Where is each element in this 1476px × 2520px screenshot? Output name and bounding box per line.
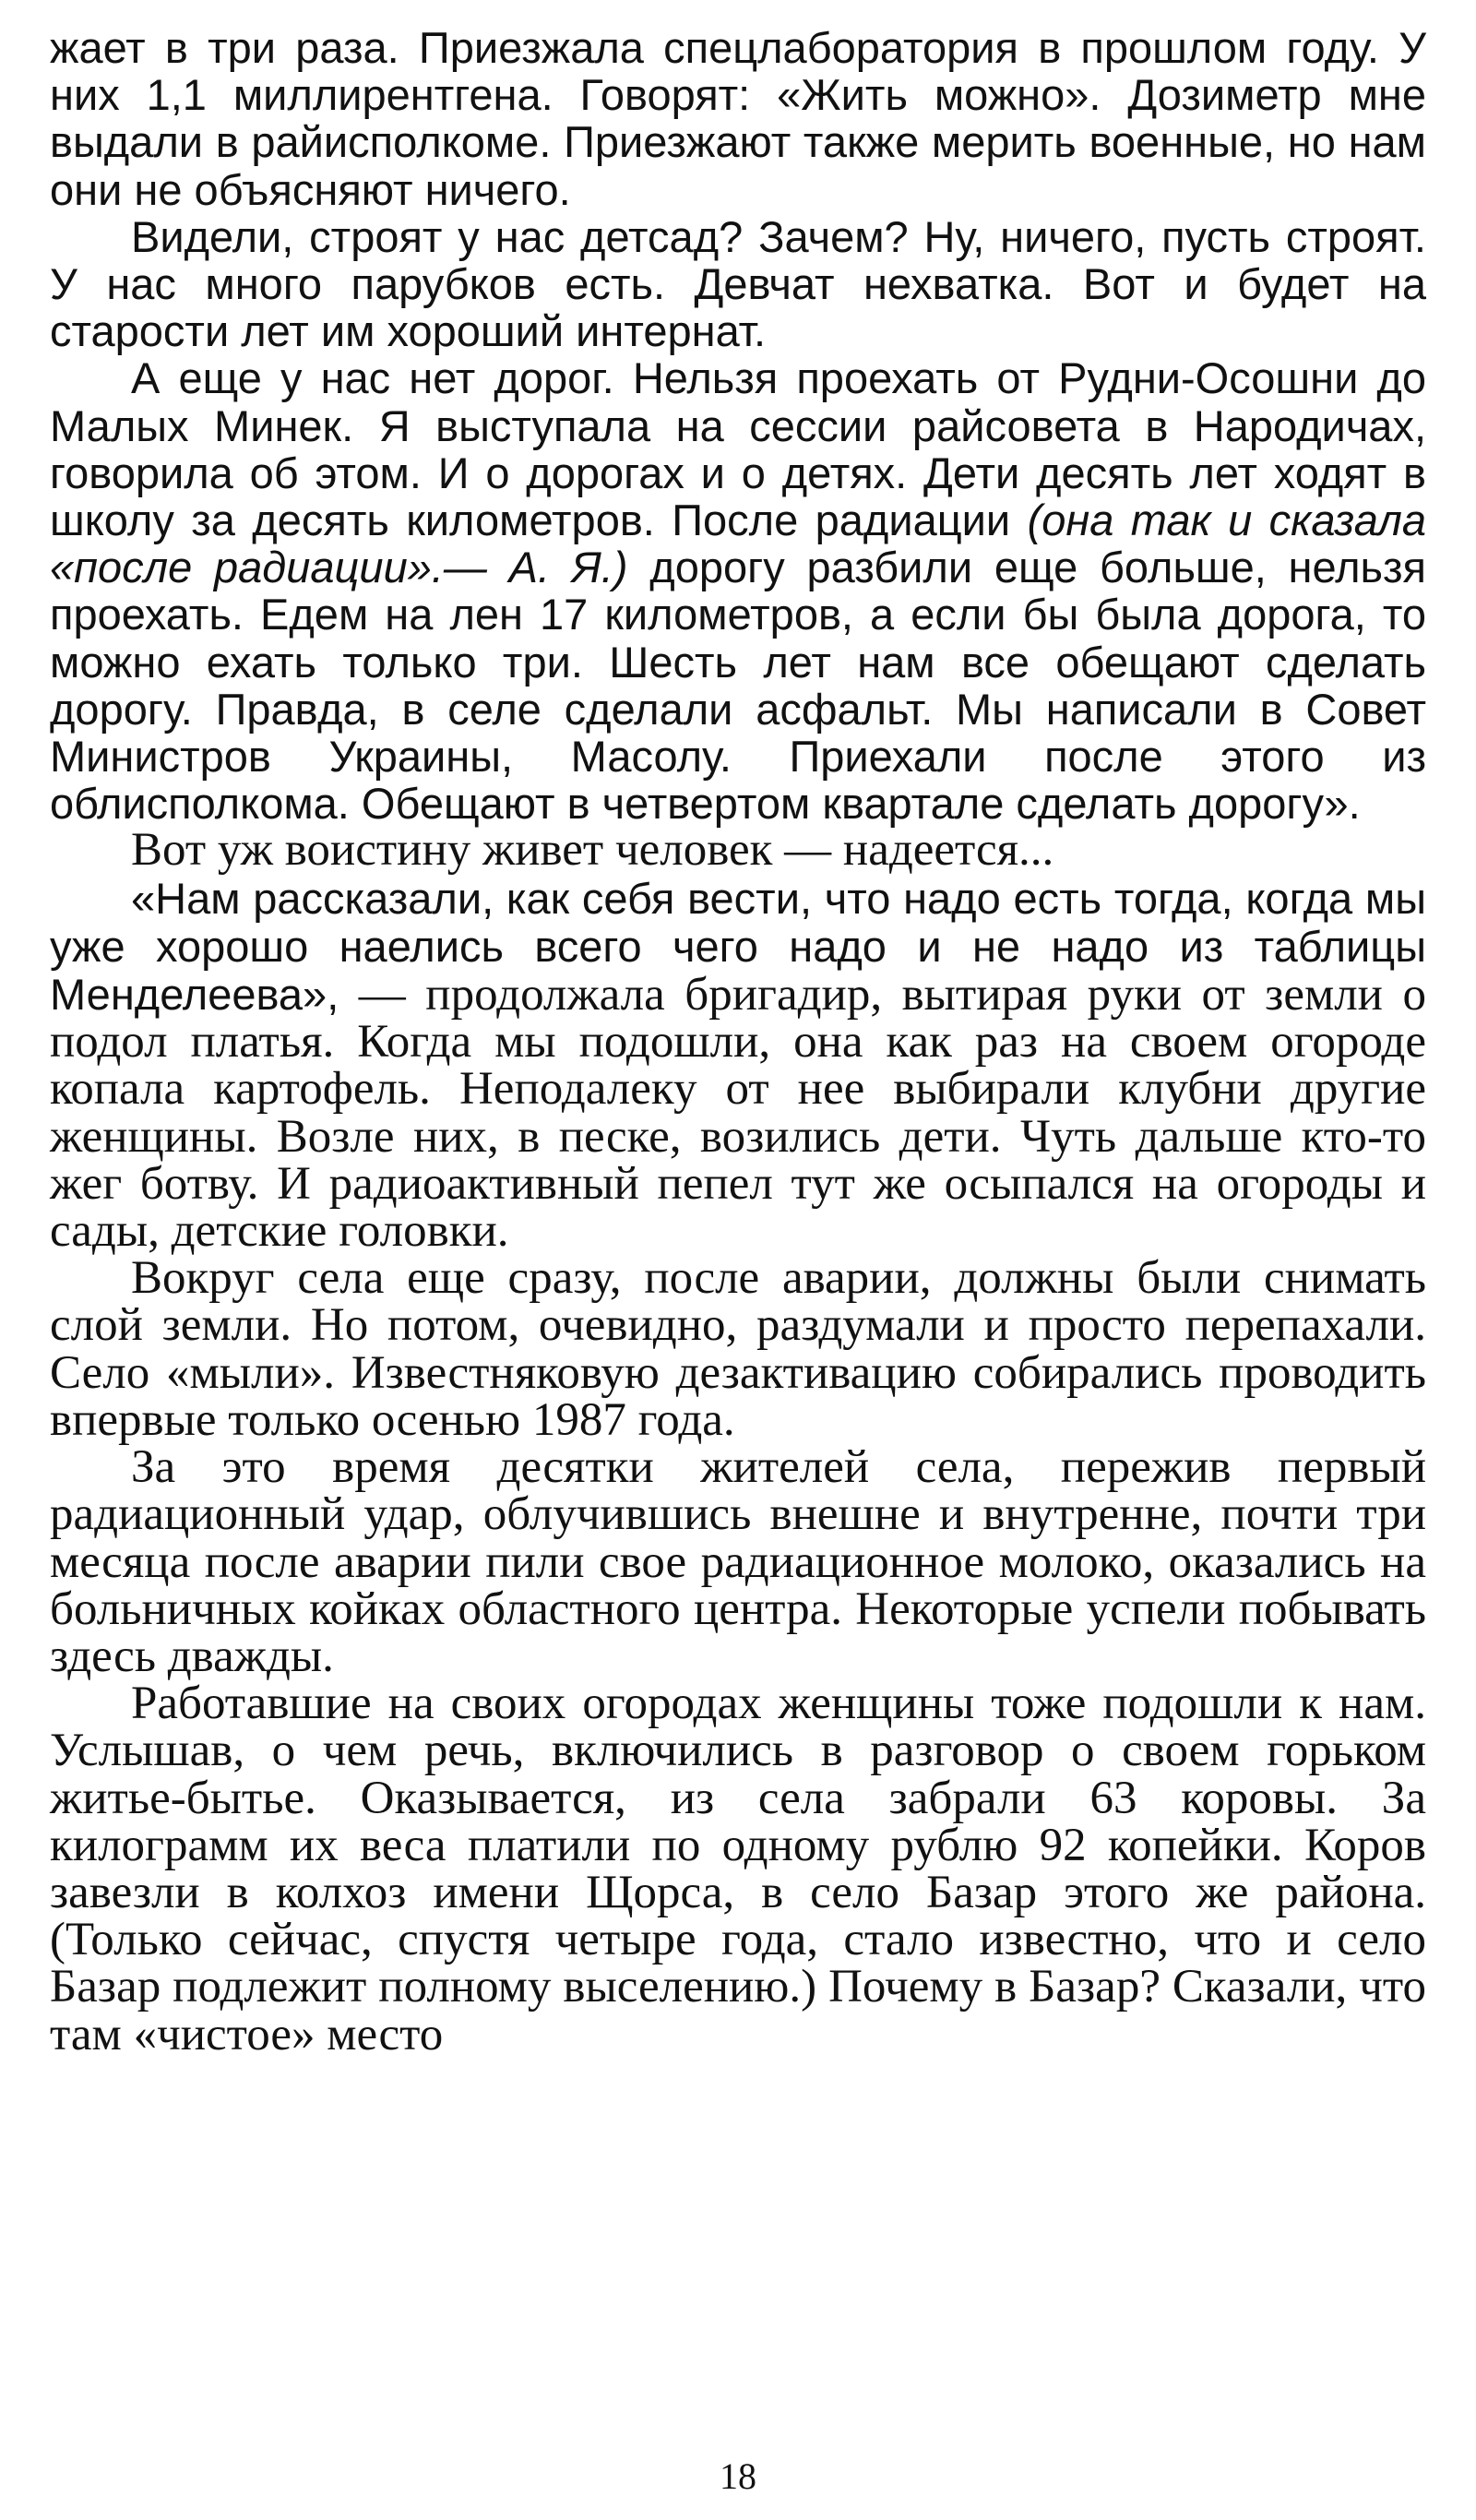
paragraph-3-text-b: дорогу разбили еще больше, нельзя проехать. Едем на лен 17 километров, а если бы была дорога, то можно ехать только три. Шесть лет нам все обещают сделать дорогу. Правда, в селе сделали асфальт. Мы написали в Совет Министров Украины, Масолу. Приехали после этого из облисполкома. Обещают в четвертом квартале сделать дорогу». [50,543,1427,829]
paragraph-2-text: Видели, строят у нас детсад? Зачем? Ну, ничего, пусть строят. У нас много парубков есть. Девчат нехватка. Вот и будет на старости лет им хороший интернат. [50,211,1426,356]
author-remark: (она так и сказала «после радиации».— А. Я.) [50,496,1427,592]
paragraph-7-text: За это время десятки жителей села, пережив первый радиационный удар, облучившись внешне и внутренне, почти три месяца после аварии пили свое радиационное молоко, оказались на больничных койках областного центра. Некоторые успели побывать здесь дважды. [50,1441,1426,1682]
paragraph-1 [50,24,1426,213]
paragraph-5-text: — продолжала бригадир, вытирая руки от земли о подол платья. Когда мы подошли, она как раз на своем огороде копала картофель. Неподалеку от нее выбирали клубни другие женщины. Возле них, в песке, возились дети. Чуть дальше кто-то жег ботву. И радиоактивный пепел тут же осыпался на огороды и сады, детские головки. [50,969,1426,1258]
page-body [50,24,1426,2059]
page-number: 18 [720,2455,756,2497]
paragraph-4 [50,824,1426,877]
paragraph-1-text: жает в три раза. Приезжала спецлаборатория в прошлом году. У них 1,1 миллирентгена. Говорят: «Жить можно». Дозиметр мне выдали в райисполкоме. Приезжают также мерить военные, но нам они не объясняют ничего. [50,23,1426,214]
paragraph-2 [50,213,1426,355]
paragraph-3 [50,354,1426,827]
paragraph-8-text: Работавшие на своих огородах женщины тоже подошли к нам. Услышав, о чем речь, включились в разговор о своем горьком житье-бытье. Оказывается, из села забрали 63 коровы. За килограмм их веса платили по одному рублю 92 копейки. Коров завезли в колхоз имени Щорса, в село Базар этого же района. (Только сейчас, спустя четыре года, стало известно, что и село Базар подлежит полному выселению.) Почему в Базар? Сказали, что там «чистое» место [50,1678,1426,2060]
quote-text: «Нам рассказали, как себя вести, что надо есть тогда, когда мы уже хорошо наелись всего чего надо и не надо из таблицы Менделеева», [50,873,1426,1020]
paragraph-5 [50,875,1426,1256]
paragraph-6 [50,1252,1426,1446]
paragraph-8 [50,1680,1426,2059]
paragraph-6-text: Вокруг села еще сразу, после аварии, должны были снимать слой земли. Но потом, очевидно, раздумали и просто перепахали. Село «мыли». Известняковую дезактивацию собирались проводить впервые только осенью 1987 года. [50,1252,1426,1446]
paragraph-7 [50,1441,1426,1682]
paragraph-4-text: Вот уж воистину живет человек — надеется... [131,824,1054,877]
paragraph-3-text-a: А еще у нас нет дорог. Нельзя проехать от Рудни-Осошни до Малых Минек. Я выступала на сессии райсовета в Народичах, говорила об этом. И о дорогах и о детях. Дети десять лет ходят в школу за десять километров. После радиации [50,353,1426,545]
